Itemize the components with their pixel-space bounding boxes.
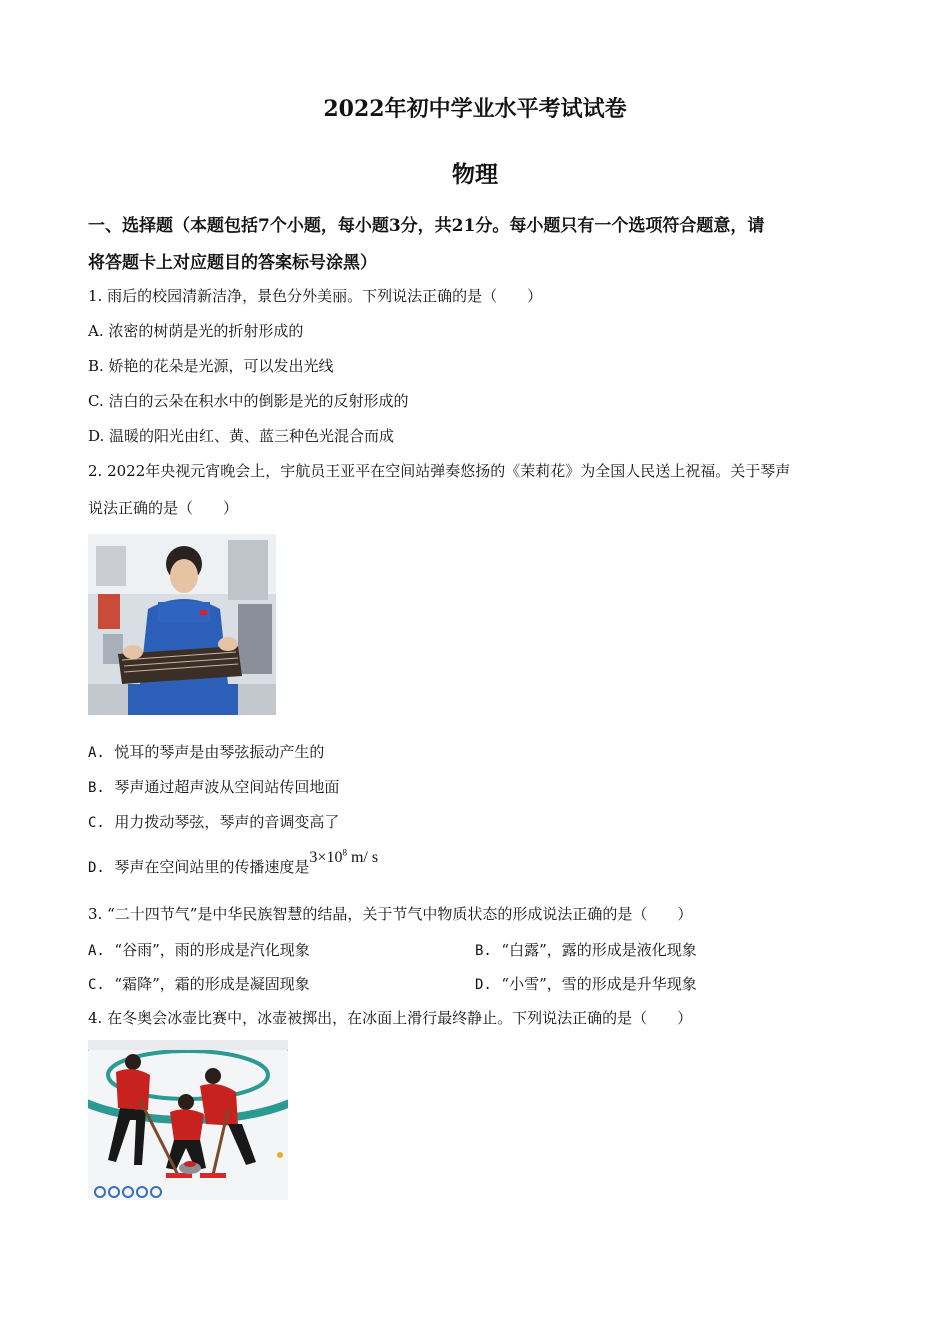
q3-option-a xyxy=(88,939,310,960)
section-heading-line1: 一、选择题（本题包括7个小题，每小题3分，共21分。每小题只有一个选项符合题意，请 xyxy=(88,216,765,236)
q2-option-d xyxy=(88,847,379,877)
q3-option-a-text: “谷雨”，雨的形成是汽化现象 xyxy=(114,941,310,959)
q2-option-b xyxy=(88,776,339,797)
q3-option-b xyxy=(475,939,697,960)
speed-formula-base: 3×10 xyxy=(309,849,343,866)
q3-option-c-text: “霜降”，霜的形成是凝固现象 xyxy=(114,975,310,993)
q1-option-d: D. 温暖的阳光由红、黄、蓝三种色光混合而成 xyxy=(88,427,395,445)
speed-formula-exponent: 8 xyxy=(342,847,347,858)
q4-stem: 4. 在冬奥会冰壶比赛中，冰壶被掷出，在冰面上滑行最终静止。下列说法正确的是（ ） xyxy=(88,1009,693,1027)
speed-formula xyxy=(309,849,378,866)
q3-stem: 3. “二十四节气”是中华民族智慧的结晶，关于节气中物质状态的形成说法正确的是（ ） xyxy=(88,905,693,923)
astronaut-guzheng-photo xyxy=(88,534,276,715)
q2-option-a-text: 悦耳的琴声是由琴弦振动产生的 xyxy=(114,743,325,761)
q3-option-b-label: B. xyxy=(475,943,492,959)
q2-stem-line2: 说法正确的是（ ） xyxy=(88,499,239,517)
q3-option-c xyxy=(88,973,310,994)
exam-title: 2022年初中学业水平考试试卷 xyxy=(323,96,627,122)
q3-option-a-label: A. xyxy=(88,943,105,959)
speed-formula-unit: m/ s xyxy=(346,849,379,866)
q1-option-a: A. 浓密的树荫是光的折射形成的 xyxy=(88,322,304,340)
q2-stem-line1: 2. 2022年央视元宵晚会上，宇航员王亚平在空间站弹奏悠扬的《茉莉花》为全国人民送上祝福。关于琴声 xyxy=(88,462,791,480)
q1-option-b: B. 娇艳的花朵是光源，可以发出光线 xyxy=(88,357,334,375)
q2-option-d-label: D. xyxy=(88,860,105,876)
q3-option-c-label: C. xyxy=(88,977,105,993)
q1-stem: 1. 雨后的校园清新洁净，景色分外美丽。下列说法正确的是（ ） xyxy=(88,287,543,305)
q3-option-d-label: D. xyxy=(475,977,492,993)
q1-option-c: C. 洁白的云朵在积水中的倒影是光的反射形成的 xyxy=(88,392,409,410)
q2-option-c-text: 用力拨动琴弦，琴声的音调变高了 xyxy=(114,813,340,831)
q2-option-a xyxy=(88,741,324,762)
q2-option-c xyxy=(88,811,339,832)
curling-photo xyxy=(88,1040,288,1200)
q3-option-d xyxy=(475,973,697,994)
q2-option-a-label: A. xyxy=(88,745,105,761)
q3-option-d-text: “小雪”，雪的形成是升华现象 xyxy=(501,975,697,993)
q2-option-b-text: 琴声通过超声波从空间站传回地面 xyxy=(114,778,340,796)
section-heading-line2: 将答题卡上对应题目的答案标号涂黑） xyxy=(88,253,377,273)
q2-option-c-label: C. xyxy=(88,815,105,831)
q3-option-b-text: “白露”，露的形成是液化现象 xyxy=(501,941,697,959)
subject-title: 物理 xyxy=(452,161,498,188)
q2-option-b-label: B. xyxy=(88,780,105,796)
q2-option-d-text: 琴声在空间站里的传播速度是 xyxy=(114,858,310,876)
